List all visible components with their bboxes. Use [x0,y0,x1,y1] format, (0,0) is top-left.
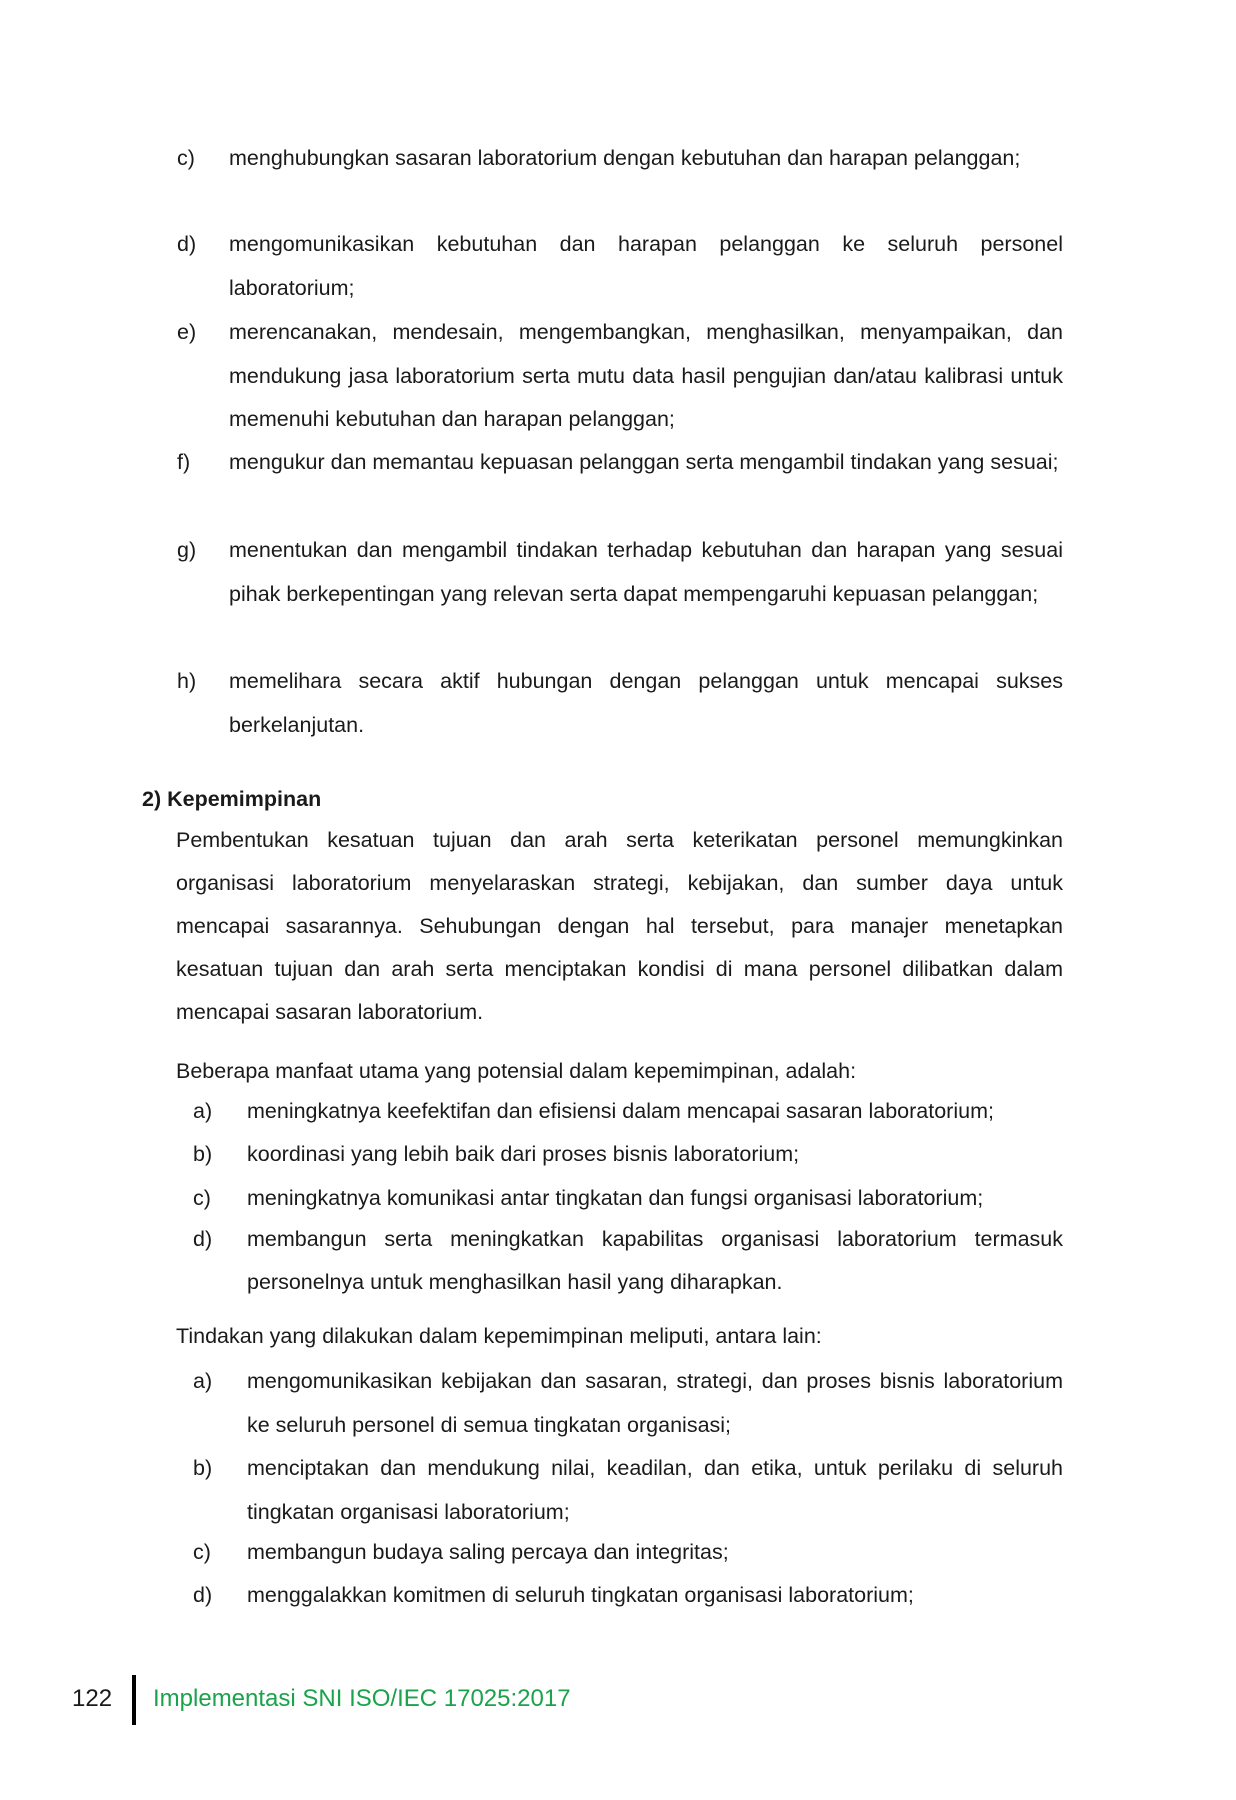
list-text: meningkatnya keefektifan dan efisiensi dalam mencapai sasaran laboratorium; [247,1099,994,1123]
list-text: mengukur dan memantau kepuasan pelanggan serta mengambil tindakan yang sesuai; [229,450,1059,474]
list-text: merencanakan, mendesain, mengembangkan, menghasilkan, menyampaikan, dan mendukung jasa laboratorium serta mutu data hasil pengujian dan/atau kalibrasi untuk memenuhi kebutuhan dan harapan pelanggan; [229,320,1063,431]
page-number: 122 [72,1685,113,1712]
list-text: meningkatnya komunikasi antar tingkatan dan fungsi organisasi laboratorium; [247,1186,984,1210]
list-label: c) [193,1186,211,1210]
list-label: f) [177,450,191,474]
list-label: a) [193,1099,213,1123]
list-text: mengomunikasikan kebutuhan dan harapan pelanggan ke seluruh personel laboratorium; [229,232,1063,300]
list-text: membangun budaya saling percaya dan integritas; [247,1540,729,1564]
list-text: menghubungkan sasaran laboratorium dengan kebutuhan dan harapan pelanggan; [229,146,1021,170]
list-text: memelihara secara aktif hubungan dengan pelanggan untuk mencapai sukses berkelanjutan. [229,669,1063,737]
list-label: b) [193,1142,213,1166]
list-label: b) [193,1456,213,1480]
list-label: d) [177,232,197,256]
footer-title: Implementasi SNI ISO/IEC 17025:2017 [153,1685,571,1712]
list-label: a) [193,1369,213,1393]
list-text: menentukan dan mengambil tindakan terhadap kebutuhan dan harapan yang sesuai pihak berkepentingan yang relevan serta dapat mempengaruhi kepuasan pelanggan; [229,538,1063,606]
benefits-intro: Beberapa manfaat utama yang potensial dalam kepemimpinan, adalah: [176,1059,857,1083]
section-heading: 2) Kepemimpinan [142,787,322,811]
list-label: e) [177,320,197,344]
list-label: g) [177,538,197,562]
section-paragraph: Pembentukan kesatuan tujuan dan arah serta keterikatan personel memungkinkan organisasi laboratorium menyelaraskan strategi, kebijakan, dan sumber daya untuk mencapai sasarannya. Sehubungan dengan hal tersebut, para manajer menetapkan kesatuan tujuan dan arah serta menciptakan kondisi di mana personel dilibatkan dalam mencapai sasaran laboratorium. [176,828,1063,1024]
page-footer [0,1675,1236,1725]
list-text: koordinasi yang lebih baik dari proses bisnis laboratorium; [247,1142,800,1166]
list-label: h) [177,669,197,693]
list-text: mengomunikasikan kebijakan dan sasaran, strategi, dan proses bisnis laboratorium ke seluruh personel di semua tingkatan organisasi; [247,1369,1063,1437]
footer-divider [132,1675,136,1725]
list-label: c) [193,1540,211,1564]
list-label: d) [193,1227,213,1251]
list-text: menciptakan dan mendukung nilai, keadilan, dan etika, untuk perilaku di seluruh tingkatan organisasi laboratorium; [247,1456,1063,1524]
list-text: membangun serta meningkatkan kapabilitas organisasi laboratorium termasuk personelnya untuk menghasilkan hasil yang diharapkan. [247,1227,1063,1294]
actions-intro: Tindakan yang dilakukan dalam kepemimpinan meliputi, antara lain: [176,1324,822,1348]
list-label: d) [193,1583,213,1607]
list-label: c) [177,146,195,170]
list-text: menggalakkan komitmen di seluruh tingkatan organisasi laboratorium; [247,1583,914,1607]
